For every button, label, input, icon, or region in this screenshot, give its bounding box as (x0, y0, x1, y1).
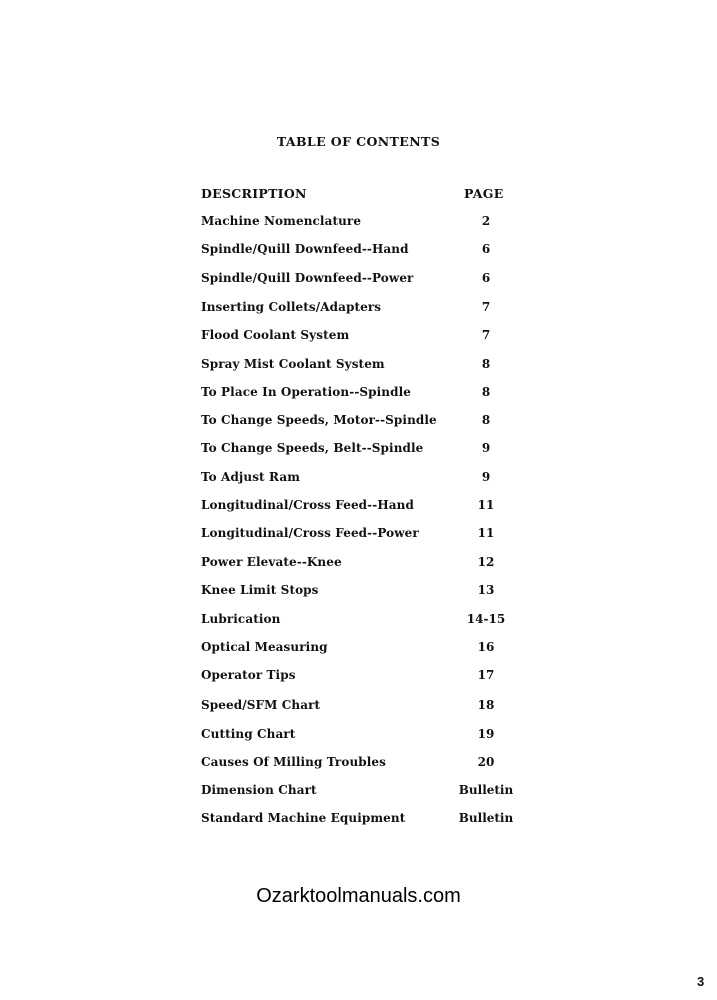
toc-entry-description: Operator Tips (201, 668, 296, 682)
toc-entry-description: To Adjust Ram (201, 470, 300, 484)
page-title (0, 134, 717, 149)
toc-entry-page: 8 (481, 413, 491, 427)
toc-entry-description: Longitudinal/Cross Feed--Hand (201, 498, 414, 512)
toc-entry-page: 14-15 (466, 612, 506, 626)
toc-entry-page: 6 (481, 271, 491, 285)
toc-entry-page: 9 (481, 470, 491, 484)
toc-entry-page: Bulletin (458, 811, 514, 825)
toc-entry-description: Lubrication (201, 612, 281, 626)
toc-entry-description: Flood Coolant System (201, 328, 350, 342)
toc-entry-description: Cutting Chart (201, 727, 296, 741)
toc-entry (0, 612, 717, 630)
toc-entry (0, 242, 717, 260)
toc-entry-description: Spindle/Quill Downfeed--Power (201, 271, 414, 285)
toc-entry-page: 7 (481, 328, 491, 342)
toc-entry (0, 640, 717, 658)
page-column-header: PAGE (464, 186, 504, 201)
toc-entry-page: 13 (477, 583, 495, 597)
toc-entry (0, 668, 717, 686)
toc-entry-description: Inserting Collets/Adapters (201, 300, 382, 314)
toc-entry-page: 8 (481, 385, 491, 399)
page-title-text: TABLE OF CONTENTS (276, 134, 441, 149)
toc-entry-page: 11 (477, 526, 495, 540)
toc-entry-description: Spindle/Quill Downfeed--Hand (201, 242, 409, 256)
toc-entry-page: 16 (477, 640, 495, 654)
toc-entry (0, 698, 717, 716)
toc-entry-page: 17 (477, 668, 495, 682)
toc-entry-description: To Change Speeds, Motor--Spindle (201, 413, 437, 427)
toc-entry-page: 20 (477, 755, 495, 769)
toc-entry-page: Bulletin (458, 783, 514, 797)
toc-entry (0, 727, 717, 745)
toc-entry-description: Knee Limit Stops (201, 583, 319, 597)
toc-entry-page: 19 (477, 727, 495, 741)
toc-entry (0, 526, 717, 544)
toc-entry (0, 413, 717, 431)
toc-entry-description: Power Elevate--Knee (201, 555, 342, 569)
toc-entry (0, 300, 717, 318)
toc-entry (0, 441, 717, 459)
toc-entry-page: 18 (477, 698, 495, 712)
toc-entry (0, 470, 717, 488)
toc-entry (0, 755, 717, 773)
toc-entry-description: Causes Of Milling Troubles (201, 755, 387, 769)
watermark-text: Ozarktoolmanuals.com (256, 885, 461, 907)
toc-entry-description: Longitudinal/Cross Feed--Power (201, 526, 419, 540)
toc-entry (0, 555, 717, 573)
toc-entry-description: Dimension Chart (201, 783, 317, 797)
toc-entry (0, 783, 717, 801)
toc-entry (0, 357, 717, 375)
toc-entry-description: Spray Mist Coolant System (201, 357, 385, 371)
toc-entry-description: Standard Machine Equipment (201, 811, 406, 825)
toc-entry (0, 498, 717, 516)
toc-entry-page: 2 (481, 214, 491, 228)
toc-entry-description: To Change Speeds, Belt--Spindle (201, 441, 424, 455)
toc-entry (0, 214, 717, 232)
toc-entry-page: 9 (481, 441, 491, 455)
page-number: 3 (697, 974, 705, 989)
toc-entry (0, 583, 717, 601)
toc-entry-description: Speed/SFM Chart (201, 698, 321, 712)
toc-entry-page: 11 (477, 498, 495, 512)
toc-entry-description: To Place In Operation--Spindle (201, 385, 412, 399)
toc-entry (0, 271, 717, 289)
toc-entry (0, 811, 717, 829)
toc-entry-page: 8 (481, 357, 491, 371)
toc-entry (0, 328, 717, 346)
description-column-header: DESCRIPTION (201, 186, 307, 201)
toc-entry-description: Optical Measuring (201, 640, 328, 654)
toc-entry (0, 385, 717, 403)
toc-entry-page: 12 (477, 555, 495, 569)
toc-entry-description: Machine Nomenclature (201, 214, 362, 228)
toc-entry-page: 6 (481, 242, 491, 256)
toc-entry-page: 7 (481, 300, 491, 314)
